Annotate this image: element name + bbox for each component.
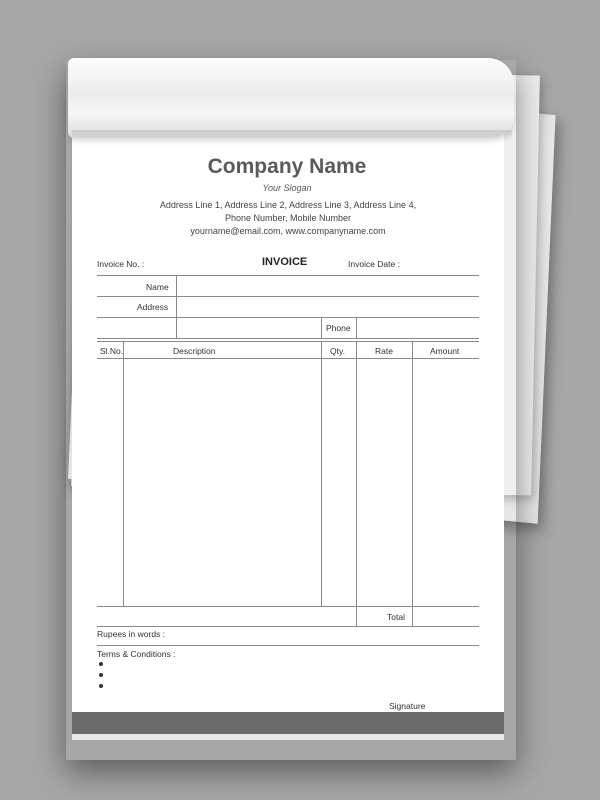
terms-label: Terms & Conditions : bbox=[97, 649, 176, 659]
total-row-bottom-line bbox=[97, 626, 479, 627]
table-body-bottom-line bbox=[97, 606, 479, 607]
company-address-line-2: Phone Number, Mobile Number bbox=[224, 213, 352, 223]
company-address-line-1: Address Line 1, Address Line 2, Address Line 3, Address Line 4, bbox=[159, 200, 417, 210]
terms-bullet-3 bbox=[99, 684, 103, 688]
invoice-date-label: Invoice Date : bbox=[348, 259, 400, 269]
customer-address-label: Address bbox=[137, 302, 169, 312]
company-slogan: Your Slogan bbox=[262, 183, 312, 193]
phone-row-line bbox=[97, 338, 479, 339]
pad-binding-roll bbox=[68, 58, 514, 138]
col-divider-rate bbox=[412, 341, 413, 626]
terms-bullet-1 bbox=[99, 662, 103, 666]
col-divider-slno bbox=[123, 341, 124, 606]
terms-bullet-2 bbox=[99, 673, 103, 677]
invoice-number-label: Invoice No. : bbox=[97, 259, 145, 269]
header-description: Description bbox=[173, 346, 216, 356]
address-row-line bbox=[97, 317, 479, 318]
pad-binding-shadow bbox=[72, 130, 512, 142]
signature-label: Signature bbox=[389, 701, 426, 711]
footer-color-bar bbox=[72, 712, 504, 734]
col-divider-qty bbox=[356, 341, 357, 626]
header-rate: Rate bbox=[375, 346, 393, 356]
header-amount: Amount bbox=[430, 346, 460, 356]
invoice-title: INVOICE bbox=[262, 256, 308, 268]
customer-label-divider bbox=[176, 275, 177, 338]
header-slno: Sl.No. bbox=[100, 346, 124, 356]
company-address-line-3: yourname@email.com, www.companyname.com bbox=[190, 226, 386, 236]
name-row-line bbox=[97, 296, 479, 297]
rupees-line bbox=[97, 645, 479, 646]
pad-page-edge bbox=[72, 734, 504, 740]
customer-phone-label: Phone bbox=[326, 323, 351, 333]
phone-label-divider-right bbox=[356, 317, 357, 338]
phone-label-divider-left bbox=[321, 317, 322, 338]
total-label: Total bbox=[387, 612, 405, 622]
company-name: Company Name bbox=[207, 155, 367, 178]
customer-block-top-line bbox=[97, 275, 479, 276]
rupees-in-words-label: Rupees in words : bbox=[97, 629, 166, 639]
table-top-line bbox=[97, 341, 479, 342]
table-header-bottom-line bbox=[97, 358, 479, 359]
header-qty: Qty. bbox=[330, 346, 345, 356]
col-divider-description bbox=[321, 341, 322, 606]
customer-name-label: Name bbox=[146, 282, 169, 292]
